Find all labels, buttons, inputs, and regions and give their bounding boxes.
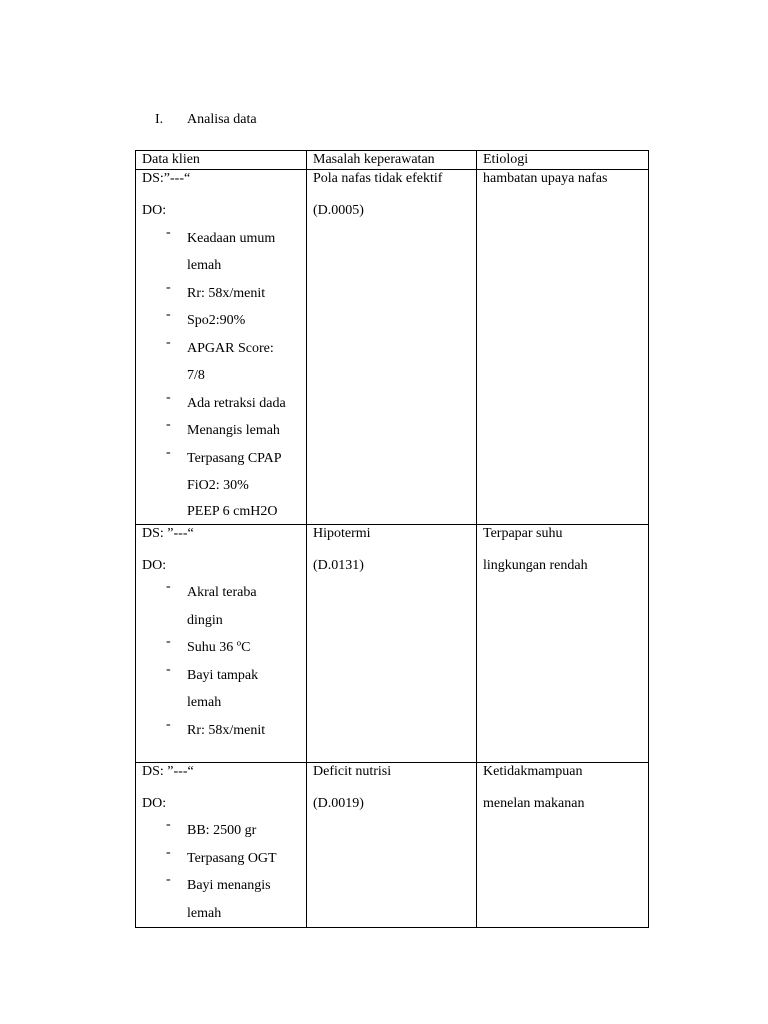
- do-label: DO:: [142, 557, 167, 573]
- list-item: - Suhu 36 ºC: [166, 634, 251, 655]
- list-item-continuation: PEEP 6 cmH2O: [187, 503, 278, 519]
- list-item: - Rr: 58x/menit: [166, 279, 266, 301]
- list-item: - APGAR Score:: [166, 334, 274, 356]
- list-item: - Akral teraba: [166, 579, 257, 600]
- client-data-cell: [136, 762, 307, 928]
- table-header-row: [136, 151, 649, 170]
- ds-label: DS:”---“: [142, 171, 191, 186]
- header-etiologi: Etiologi: [477, 151, 649, 170]
- etiology-text: menelan makanan: [483, 795, 585, 811]
- client-data-cell: [136, 524, 307, 762]
- list-item-continuation: 7/8: [187, 368, 205, 383]
- list-item: - Menangis lemah: [166, 417, 280, 438]
- list-item: - Ada retraksi dada: [166, 389, 286, 411]
- ds-label: DS: ”---“: [142, 525, 194, 541]
- problem-cell: [307, 762, 477, 928]
- list-item: - Keadaan umum: [166, 224, 276, 246]
- list-item: - Spo2:90%: [166, 307, 246, 328]
- section-title: Analisa data: [187, 112, 257, 127]
- header-data-klien: Data klien: [136, 151, 307, 170]
- list-item: - Terpasang OGT: [166, 844, 277, 866]
- problem-code: (D.0019): [313, 795, 364, 811]
- problem-code: (D.0131): [313, 557, 364, 573]
- list-item: - Bayi tampak: [166, 661, 259, 683]
- do-label: DO:: [142, 795, 167, 811]
- section-number: I.: [155, 112, 164, 127]
- problem-text: Hipotermi: [313, 525, 371, 541]
- problem-code: (D.0005): [313, 203, 364, 218]
- client-data-cell: [136, 170, 307, 525]
- table-row: [136, 762, 649, 928]
- etiology-text: Ketidakmampuan: [483, 763, 583, 779]
- list-item: - Terpasang CPAP: [166, 444, 282, 466]
- problem-text: Pola nafas tidak efektif: [313, 171, 443, 186]
- header-masalah: Masalah keperawatan: [307, 151, 477, 170]
- do-label: DO:: [142, 203, 167, 218]
- list-item-continuation: FiO2: 30%: [187, 478, 249, 493]
- table-row: [136, 524, 649, 762]
- list-item-continuation: lemah: [187, 258, 222, 273]
- etiology-cell: [477, 524, 649, 762]
- ds-label: DS: ”---“: [142, 763, 194, 779]
- list-item-continuation: lemah: [187, 905, 222, 921]
- list-item: - BB: 2500 gr: [166, 817, 257, 838]
- etiology-text: lingkungan rendah: [483, 557, 588, 573]
- list-item-continuation: lemah: [187, 695, 222, 710]
- problem-cell: [307, 170, 477, 525]
- problem-text: Deficit nutrisi: [313, 763, 392, 779]
- list-item-continuation: dingin: [187, 612, 223, 628]
- analysis-table: [135, 150, 649, 928]
- etiology-text: hambatan upaya nafas: [483, 171, 608, 186]
- etiology-cell: [477, 170, 649, 525]
- list-item: - Bayi menangis: [166, 872, 271, 893]
- etiology-cell: [477, 762, 649, 928]
- table-row: [136, 170, 649, 525]
- etiology-text: Terpapar suhu: [483, 525, 563, 541]
- problem-cell: [307, 524, 477, 762]
- list-item: - Rr: 58x/menit: [166, 716, 266, 738]
